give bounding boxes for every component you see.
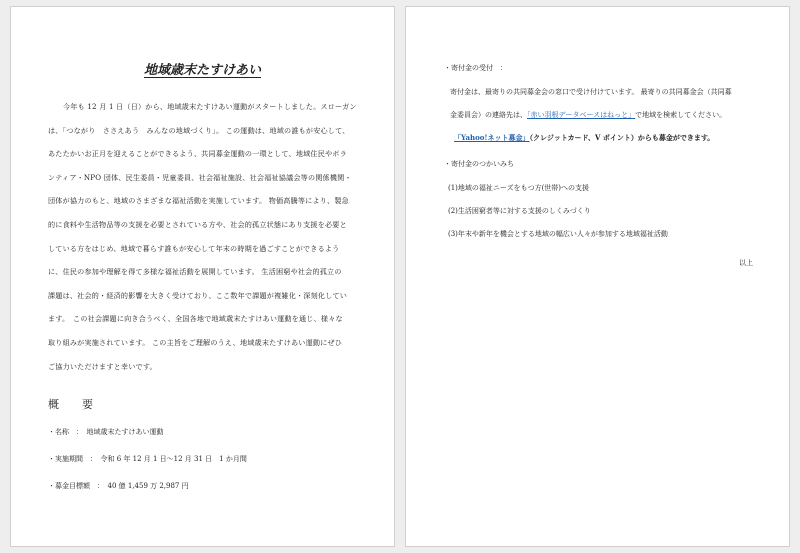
usage-item: (2)生活困窮者等に対する支援のしくみづくり — [448, 207, 591, 215]
hanet-database-link[interactable]: 「赤い羽根データベースはねっと」 — [527, 111, 636, 119]
paragraph-line: ます。 この社会課題に向き合うべく、全国各地で地域歳末たすけあい運動を通じ、様々な — [48, 314, 343, 324]
yahoo-donation-text: （クレジットカード、V ポイント）からも募金ができます。 — [529, 133, 715, 142]
document-title: 地域歳末たすけあい — [143, 63, 261, 78]
donation-text: 金委員会）の連絡先は、 — [450, 111, 527, 119]
yahoo-donation-line — [454, 133, 714, 143]
overview-item-period: ・実施期間 ： 令和 6 年 12 月 1 日～12 月 31 日 1 か月間 — [48, 455, 247, 463]
paragraph-line: 団体が協力のもと、地域のさまざまな福祉活動を実施しています。 物価高騰等により、製急 — [48, 196, 349, 206]
usage-heading: ・寄付金のつかいみち — [444, 160, 514, 168]
document-page-left — [10, 6, 395, 547]
paragraph-line: ご協力いただけますと幸いです。 — [48, 361, 157, 371]
overview-item-goal: ・募金目標額 ： 40 億 1,459 万 2,987 円 — [48, 482, 189, 490]
donation-text: で地域を検索してください。 — [635, 111, 727, 119]
overview-heading: 概 要 — [48, 398, 99, 411]
paragraph-line: 今年も 12 月 1 日（日）から、地域歳末たすけあい運動がスタートしました。スローガン — [63, 102, 357, 111]
yahoo-net-donation-link[interactable]: 「Yahoo!ネット募金」 — [454, 133, 530, 142]
paragraph-line: 課題は、社会的・経済的影響を大きく受けており、ここ数年で課題が複雑化・深刻化してい — [48, 290, 348, 300]
usage-item: (3)年末や新年を機会とする地域の幅広い人々が参加する地域福祉活動 — [448, 230, 668, 238]
paragraph-line: 取り組みが実施されています。 この主旨をご理解のうえ、地域歳末たすけあい運動にぜひ — [48, 337, 343, 347]
paragraph-line: 的に食料や生活物品等の支援を必要とされている方や、社会的孤立状態にあり支援を必要と — [48, 219, 347, 229]
donation-text-line: 寄付金は、最寄りの共同募金会の窓口で受け付けています。 最寄りの共同募金会（共同募 — [450, 88, 732, 96]
donation-text-line-2 — [450, 110, 726, 120]
paragraph-line: している方をはじめ、地域で暮らす誰もが安心して年末の時期を過ごすことができるよう — [48, 243, 340, 253]
document-page-right — [405, 6, 790, 547]
intro-paragraph — [48, 95, 366, 378]
usage-item: (1)地域の福祉ニーズをもつ方(世帯)への支援 — [448, 184, 590, 192]
paragraph-line: に、住民の参加や理解を得て多様な福祉活動を展開しています。 生活困窮や社会的孤立の — [48, 267, 342, 277]
paragraph-line: ンティア・NPO 団体、民生委員・児童委員、社会福祉施設、社会福祉協議会等の関係機関・ — [48, 172, 352, 182]
donation-heading: ・寄付金の受付 ： — [444, 64, 507, 72]
closing-text: 以上 — [739, 259, 753, 267]
overview-item-name: ・名称 ： 地域歳末たすけあい運動 — [48, 428, 164, 436]
paragraph-line: あたたかいお正月を迎えることができるよう、共同募金運動の一環として、地域住民やボラ — [48, 149, 347, 159]
paragraph-line: は、「つながり ささえあう みんなの地域づくり」。 この運動は、地域の誰もが安心して、 — [48, 125, 350, 135]
